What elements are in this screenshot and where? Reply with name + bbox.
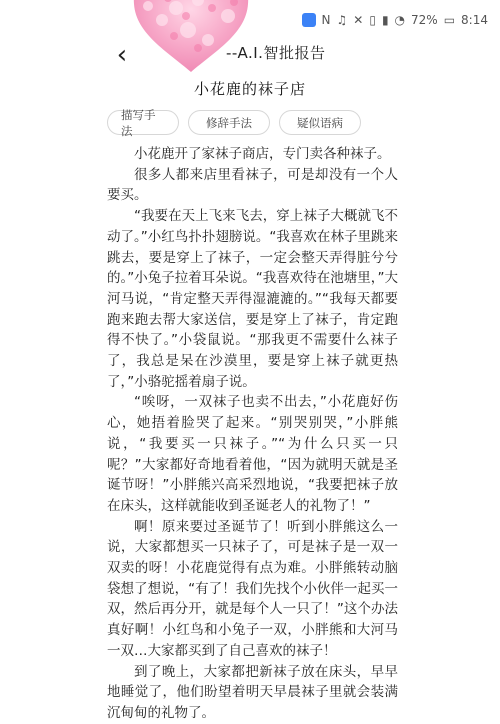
status-icons [302,11,488,29]
essay-content [107,144,398,724]
wifi-icon: ◔ [394,13,406,27]
paragraph: 到了晚上，大家都把新袜子放在床头，早早地睡觉了，他们盼望着明天早晨袜子里就会装满沉甸甸的礼物了。 [107,663,398,721]
vibrate-icon: ▯ [369,13,376,27]
nav-bar [0,40,500,70]
page-title: --A.I.智批报告 [226,44,326,62]
status-bar [0,0,500,40]
app-notification-icon [302,13,316,27]
tab-rhetoric[interactable]: 修辞手法 [188,110,270,135]
battery-level: 72% [411,13,438,27]
tab-description[interactable]: 描写手法 [107,110,179,135]
paragraph: “我要在天上飞来飞去，穿上袜子大概就飞不动了。”小红鸟扑扑翅膀说。“我喜欢在林子里跳来跳去，要是穿上了袜子，一定会整天弄得脏兮兮的。”小兔子拉着耳朵说。“我喜欢待在池塘里，”大河马说，“肯定整天弄得湿漉漉的。”“我每天都要跑来跑去帮大家送信，要是穿上了袜子，肯定跑得不快了。”小袋鼠说。“那我更不需要什么袜子了，我总是呆在沙漠里，要是穿上袜子就更热了，”小骆驼摇着扇子说。 [107,208,398,390]
document-title: 小花鹿的袜子店 [193,80,306,98]
nfc-icon: N [321,13,331,27]
paragraph: 很多人都来店里看袜子，可是却没有一个人要买。 [107,166,398,204]
battery-icon: ▭ [443,13,456,27]
paragraph: 小花鹿开了家袜子商店，专门卖各种袜子。 [134,146,391,162]
back-arrow-icon[interactable]: ‹ [116,40,128,70]
paragraph: “唉呀，一双袜子也卖不出去，”小花鹿好伤心，她捂着脸哭了起来。“别哭别哭，”小胖熊说，“我要买一只袜子。”“为什么只买一只呢？”大家都好奇地看着他，“因为就明天就是圣诞节呀！”小胖熊兴高采烈地说，“我要把袜子放在床头，这样就能收到圣诞老人的礼物了！” [107,394,398,514]
signal-icon: ▮ [381,13,389,27]
analysis-tabs [107,107,361,138]
tab-grammar-errors[interactable]: 疑似语病 [279,110,361,135]
clock: 8:14 [461,13,488,27]
mute-icon: ✕ [353,13,364,27]
headset-icon: ♫ [336,13,348,27]
paragraph: 啊！原来要过圣诞节了！听到小胖熊这么一说，大家都想买一只袜子了，可是袜子是一双一双卖的呀！小花鹿觉得有点为难。小胖熊转动脑袋想了想说，“有了！我们先找个小伙伴一起买一双，然后再分开，就是每个人一只了！”这个办法真好啊！小红鸟和小兔子一双，小胖熊和大河马一双…大家都买到了自己喜欢的袜子！ [107,518,398,659]
